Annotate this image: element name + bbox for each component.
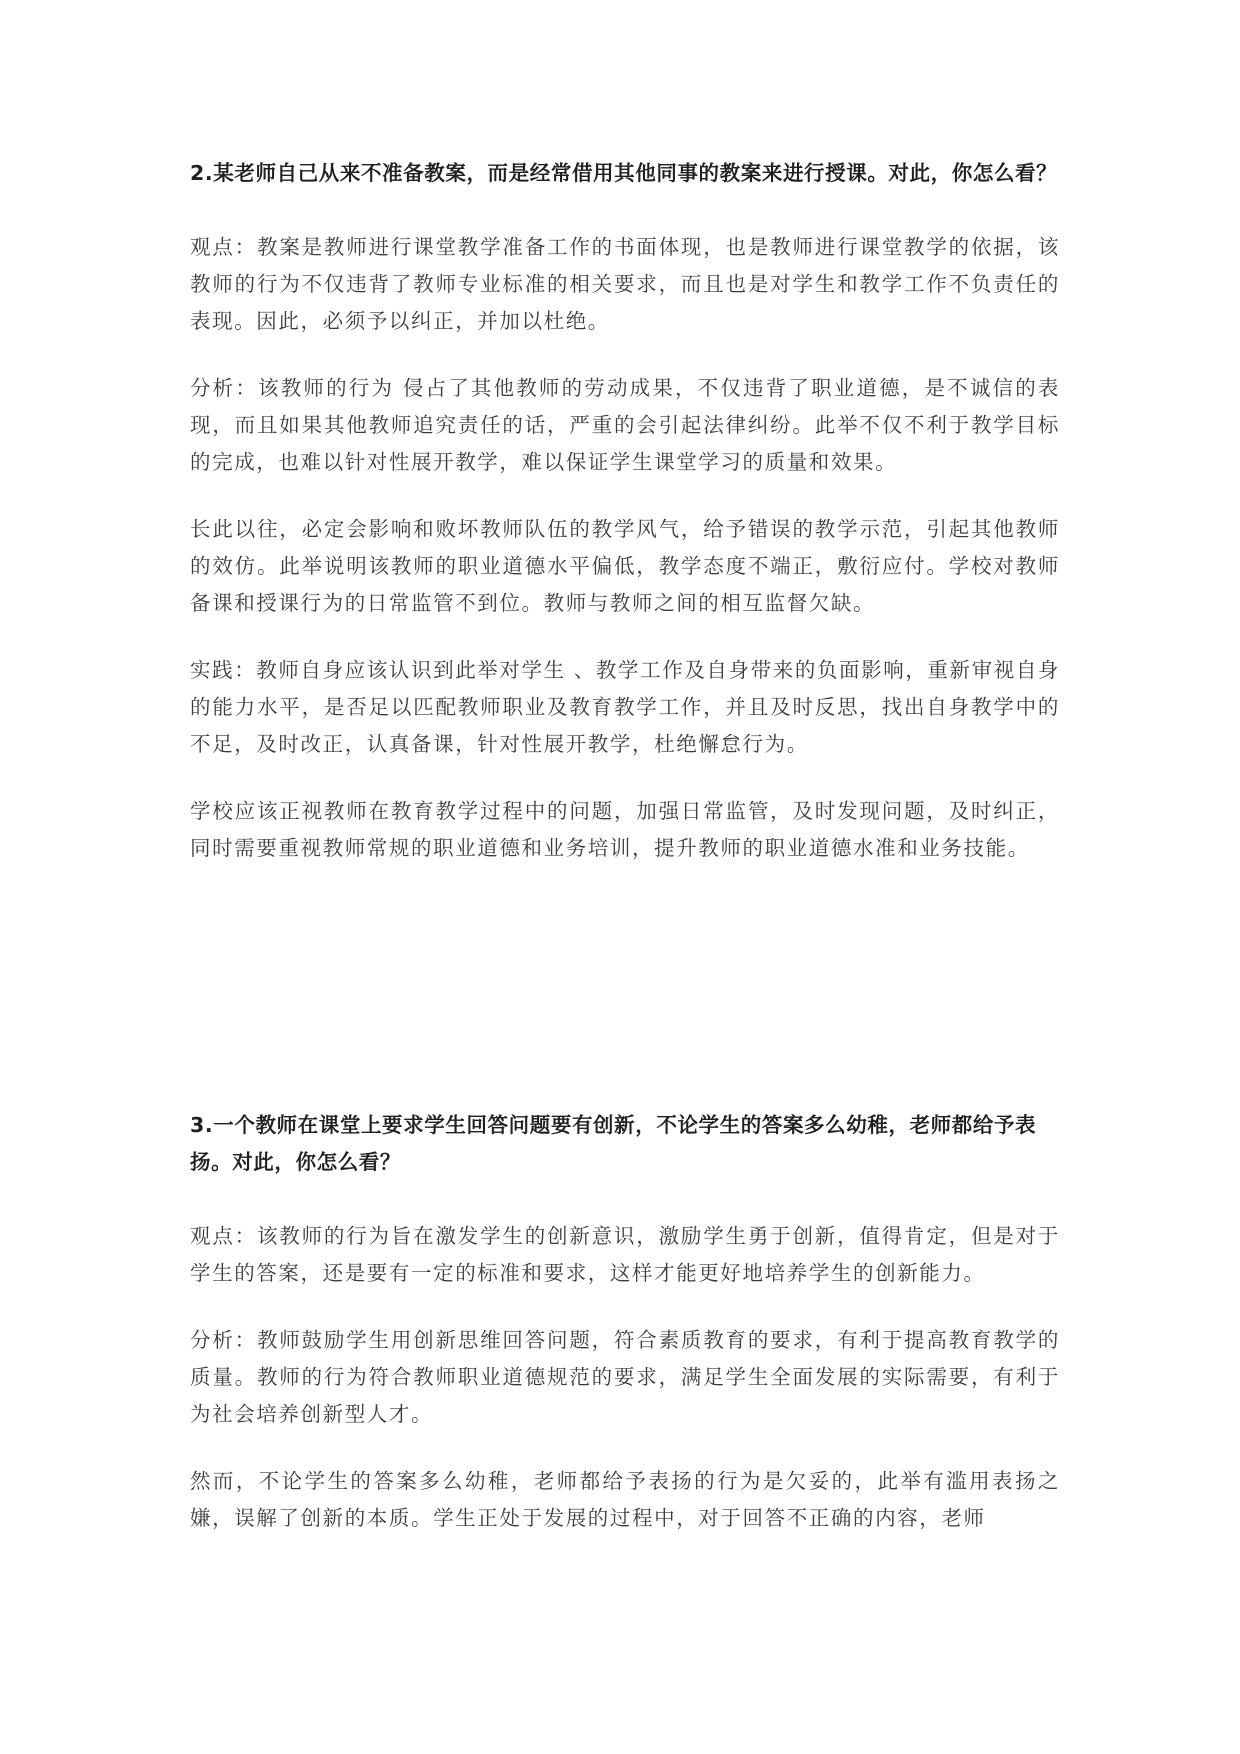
paragraph-consequence: 长此以往，必定会影响和败坏教师队伍的教学风气，给予错误的教学示范，引起其他教师的效仿。此举说明该教师的职业道德水平偏低，教学态度不端正，敷衍应付。学校对教师备课和授课行为的日常监管不到位。教师与教师之间的相互监督欠缺。 (190, 517, 1060, 615)
paragraph-analysis: 分析：该教师的行为 侵占了其他教师的劳动成果，不仅违背了职业道德，是不诚信的表现，而且如果其他教师追究责任的话，严重的会引起法律纠纷。此举不仅不利于教学目标的完成，也难以针对性展开教学，难以保证学生课堂学习的质量和效果。 (190, 376, 1060, 474)
question-section-2 (190, 155, 1060, 867)
paragraph-viewpoint: 观点：该教师的行为旨在激发学生的创新意识，激励学生勇于创新，值得肯定，但是对于学生的答案，还是要有一定的标准和要求，这样才能更好地培养学生的创新能力。 (190, 1224, 1060, 1285)
question-title: 2.某老师自己从来不准备教案，而是经常借用其他同事的教案来进行授课。对此，你怎么看？ (190, 161, 1058, 185)
paragraph-school: 学校应该正视教师在教育教学过程中的问题，加强日常监管，及时发现问题，及时纠正，同时需要重视教师常规的职业道德和业务培训，提升教师的职业道德水准和业务技能。 (190, 799, 1060, 860)
paragraph-analysis: 分析：教师鼓励学生用创新思维回答问题，符合素质教育的要求，有利于提高教育教学的质量。教师的行为符合教师职业道德规范的要求，满足学生全面发展的实际需要，有利于为社会培养创新型人才。 (190, 1328, 1060, 1426)
paragraph-however: 然而，不论学生的答案多么幼稚，老师都给予表扬的行为是欠妥的，此举有滥用表扬之嫌，误解了创新的本质。学生正处于发展的过程中，对于回答不正确的内容，老师 (190, 1469, 1060, 1530)
paragraph-practice: 实践：教师自身应该认识到此举对学生 、教学工作及自身带来的负面影响，重新审视自身的能力水平，是否足以匹配教师职业及教育教学工作，并且及时反思，找出自身教学中的不足，及时改正，认真备课，针对性展开教学，杜绝懈怠行为。 (190, 658, 1061, 756)
paragraph-viewpoint: 观点：教案是教师进行课堂教学准备工作的书面体现，也是教师进行课堂教学的依据，该教师的行为不仅违背了教师专业标准的相关要求，而且也是对学生和教学工作不负责任的表现。因此，必须予以纠正，并加以杜绝。 (190, 235, 1060, 333)
question-section-3 (190, 1107, 1060, 1537)
question-title: 3.一个教师在课堂上要求学生回答问题要有创新，不论学生的答案多么幼稚，老师都给予表扬。对此，你怎么看？ (190, 1113, 1037, 1174)
